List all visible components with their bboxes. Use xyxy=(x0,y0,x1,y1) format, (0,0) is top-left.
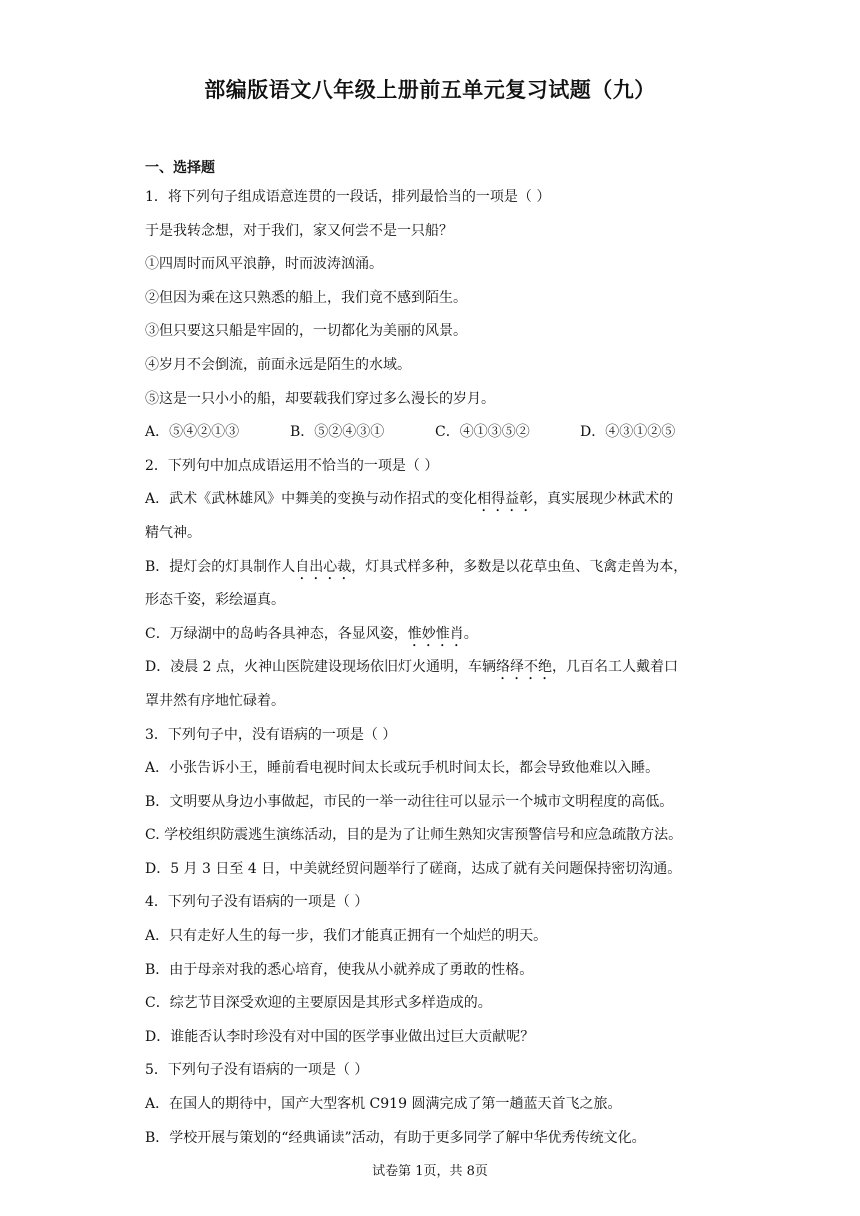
q1-option-d: D．④③①②⑤ xyxy=(580,424,676,441)
q3-option-d: D．5 月 3 日至 4 日，中美就经贸问题举行了磋商，达成了就有关问题保持密切沟通。 xyxy=(145,860,682,877)
q2-d-dotted-idiom: 络绎不绝 xyxy=(496,659,553,676)
q1-item-1: ①四周时而风平浪静，时而波涛汹涌。 xyxy=(145,256,383,273)
section-heading: 一、选择题 xyxy=(145,160,215,176)
page-footer: 试卷第 1页，共 8页 xyxy=(372,1164,488,1179)
q2-option-a-line1 xyxy=(145,483,725,517)
q1-item-3: ③但只要这只船是牢固的，一切都化为美丽的风景。 xyxy=(145,323,467,340)
q2-a-text: A．武术《武林雄风》中舞美的变换与动作招式的变化 xyxy=(145,491,478,508)
q1-stem: 1．将下列句子组成语意连贯的一段话，排列最恰当的一项是（ ） xyxy=(145,189,551,205)
q4-stem: 4．下列句子没有语病的一项是（ ） xyxy=(145,894,369,911)
q2-d-text-tail: ，几百名工人戴着口 xyxy=(552,659,679,676)
q4-option-c: C．综艺节目深受欢迎的主要原因是其形式多样造成的。 xyxy=(145,995,492,1012)
q3-option-a: A．小张告诉小王，睡前看电视时间太长或玩手机时间太长，都会导致他难以入睡。 xyxy=(145,760,660,777)
q2-option-d-line2: 罩井然有序地忙碌着。 xyxy=(145,692,285,709)
q2-option-b-line1 xyxy=(145,551,725,585)
q4-option-a: A．只有走好人生的每一步，我们才能真正拥有一个灿烂的明天。 xyxy=(145,928,548,945)
q2-stem: 2．下列句中加点成语运用不恰当的一项是（ ） xyxy=(145,457,439,474)
q4-option-b: B．由于母亲对我的悉心培育，使我从小就养成了勇敢的性格。 xyxy=(145,961,534,978)
q1-lead: 于是我转念想，对于我们，家又何尝不是一只船？ xyxy=(145,222,453,239)
page-title: 部编版语文八年级上册前五单元复习试题（九） xyxy=(204,78,656,102)
q2-option-d-line1 xyxy=(145,651,725,685)
q5-option-a: A．在国人的期待中，国产大型客机 C919 圆满完成了第一趟蓝天首飞之旅。 xyxy=(145,1096,622,1113)
q2-d-text: D．凌晨 2 点，火神山医院建设现场依旧灯火通明，车辆 xyxy=(145,659,497,676)
q1-option-c: C．④①③⑤② xyxy=(435,424,530,441)
q2-option-a-line2: 精气神。 xyxy=(145,524,201,541)
q2-b-text-tail: ，灯具式样多种，多数是以花草虫鱼、飞禽走兽为本， xyxy=(351,558,688,575)
q1-option-b: B．⑤②④③① xyxy=(290,424,385,441)
q2-c-dotted-idiom: 惟妙惟肖 xyxy=(407,625,464,642)
q2-a-text-tail: ，真实展现少林武术的 xyxy=(533,491,674,508)
q2-b-text: B．提灯会的灯具制作人 xyxy=(145,558,296,575)
q4-option-d: D．谁能否认李时珍没有对中国的医学事业做出过巨大贡献呢？ xyxy=(145,1028,535,1045)
q2-option-b-line2: 形态千姿，彩绘逼真。 xyxy=(145,592,285,609)
q3-option-c: C. 学校组织防震逃生演练活动，目的是为了让师生熟知灾害预警信号和应急疏散方法。 xyxy=(145,827,683,844)
q2-a-dotted-idiom: 相得益彰 xyxy=(477,491,534,508)
q1-item-5: ⑤这是一只小小的船，却要载我们穿过多么漫长的岁月。 xyxy=(145,390,495,407)
q2-c-text-tail: 。 xyxy=(463,625,478,642)
q1-item-4: ④岁月不会倒流，前面永远是陌生的水域。 xyxy=(145,356,411,373)
q3-stem: 3．下列句子中，没有语病的一项是（ ） xyxy=(145,726,397,743)
q1-item-2: ②但因为乘在这只熟悉的船上，我们竟不感到陌生。 xyxy=(145,289,467,306)
q3-option-b: B．文明要从身边小事做起，市民的一举一动往往可以显示一个城市文明程度的高低。 xyxy=(145,793,674,810)
q5-stem: 5．下列句子没有语病的一项是（ ） xyxy=(145,1062,369,1079)
q1-options xyxy=(145,416,725,450)
q5-option-b: B．学校开展与策划的“经典诵读”活动，有助于更多同学了解中华优秀传统文化。 xyxy=(145,1129,646,1146)
q2-c-text: C．万绿湖中的岛屿各具神态，各显风姿， xyxy=(145,625,408,642)
q2-b-dotted-idiom: 自出心裁 xyxy=(295,558,352,575)
q1-option-a: A．⑤④②①③ xyxy=(145,424,240,441)
question-list xyxy=(145,155,725,1155)
q2-option-c xyxy=(145,618,725,652)
